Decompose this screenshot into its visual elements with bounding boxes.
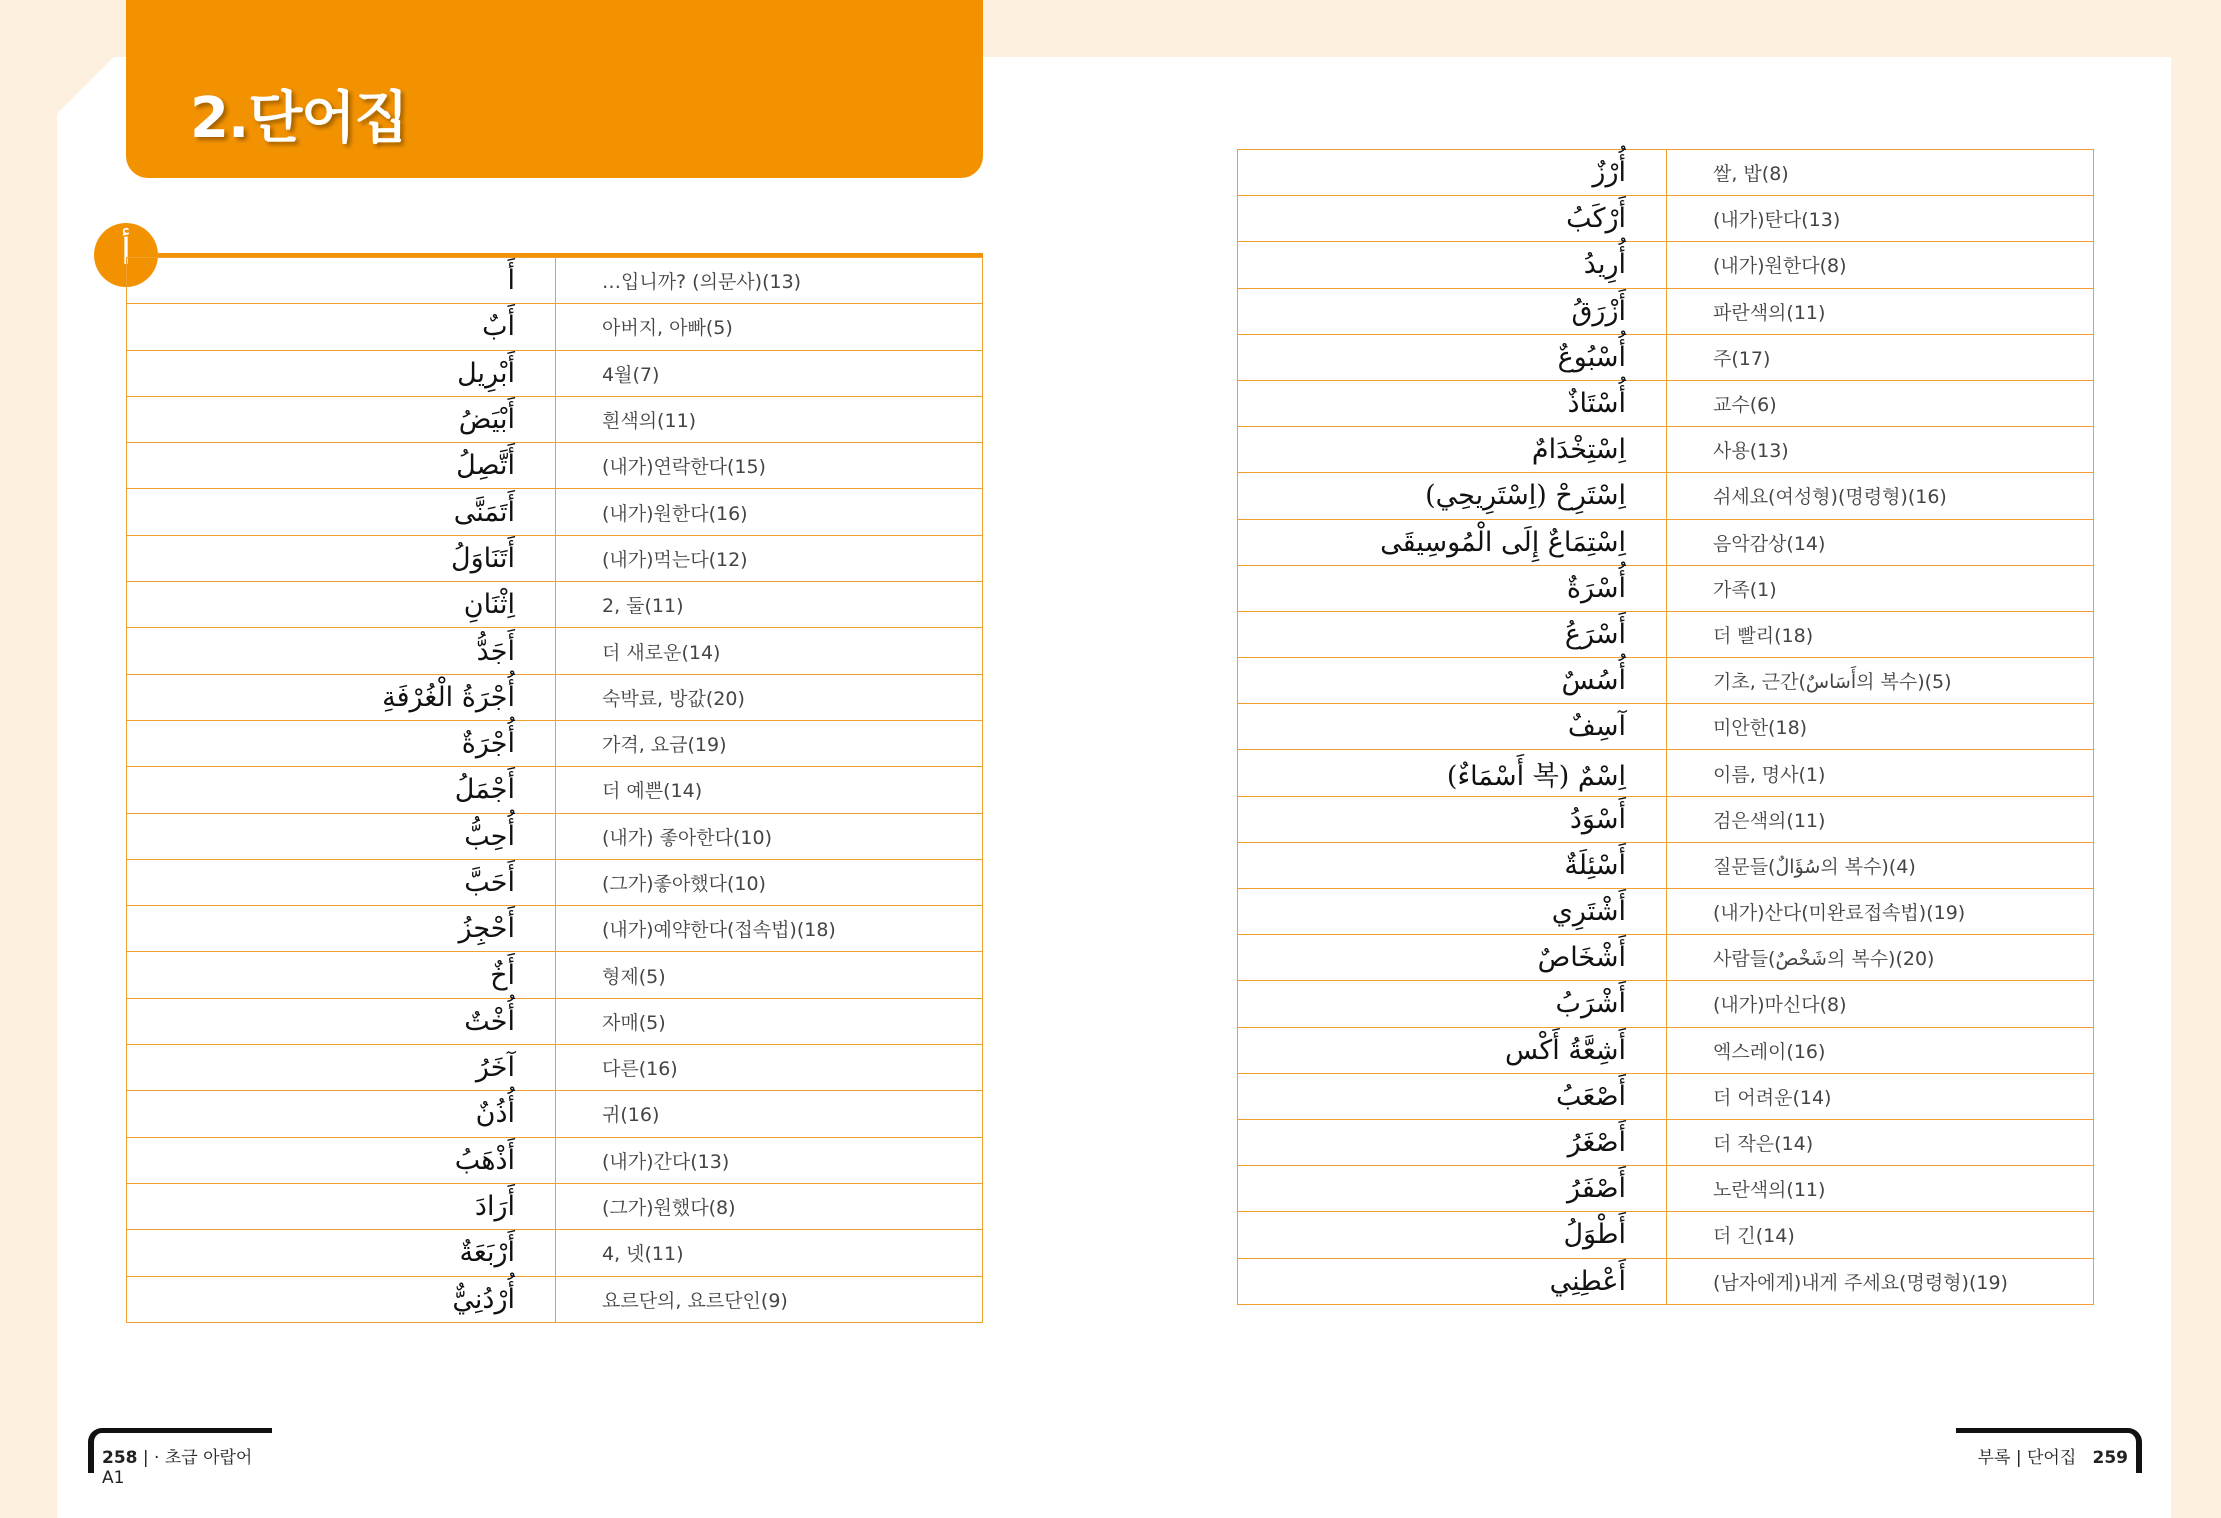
table-row — [127, 906, 983, 952]
table-row — [1238, 981, 2094, 1027]
table-row — [1238, 842, 2094, 888]
korean-meaning: 노란색의(11) — [1667, 1166, 2094, 1212]
table-row — [1238, 935, 2094, 981]
table-row — [127, 304, 983, 350]
arabic-word: أُرْزٌ — [1238, 150, 1667, 196]
korean-meaning: 형제(5) — [556, 952, 983, 998]
korean-meaning: 검은색의(11) — [1667, 796, 2094, 842]
section-label: 부록 | 단어집 — [1977, 1448, 2077, 1468]
korean-meaning: 주(17) — [1667, 334, 2094, 380]
table-row — [1238, 334, 2094, 380]
arabic-word: أَبٌ — [127, 304, 556, 350]
table-row — [1238, 611, 2094, 657]
page-title: 2.단어집 — [190, 86, 408, 151]
table-row — [1238, 519, 2094, 565]
korean-meaning: (내가)산다(미완료접속법)(19) — [1667, 889, 2094, 935]
arabic-word: أَ — [127, 258, 556, 304]
table-row — [127, 396, 983, 442]
arabic-word: أُسْرَةٌ — [1238, 565, 1667, 611]
table-row — [1238, 288, 2094, 334]
korean-meaning: (그가)좋아했다(10) — [556, 859, 983, 905]
arabic-word: أُجْرَةٌ — [127, 720, 556, 766]
korean-meaning: 자매(5) — [556, 998, 983, 1044]
table-row — [1238, 150, 2094, 196]
table-row — [1238, 473, 2094, 519]
korean-meaning: 기초, 근간(أَسَاسٌ의 복수)(5) — [1667, 658, 2094, 704]
table-row — [1238, 1166, 2094, 1212]
arabic-word: أُذُنٌ — [127, 1091, 556, 1137]
korean-meaning: (내가) 좋아한다(10) — [556, 813, 983, 859]
arabic-word: أُسْبُوعٌ — [1238, 334, 1667, 380]
korean-meaning: 미안한(18) — [1667, 704, 2094, 750]
table-row — [127, 443, 983, 489]
korean-meaning: (내가)탄다(13) — [1667, 196, 2094, 242]
arabic-word: أَجَدُّ — [127, 628, 556, 674]
table-row — [1238, 889, 2094, 935]
table-row — [127, 1276, 983, 1322]
korean-meaning: (남자에게)내게 주세요(명령형)(19) — [1667, 1258, 2094, 1304]
arabic-word: أَذْهَبُ — [127, 1137, 556, 1183]
arabic-word: أَخٌ — [127, 952, 556, 998]
table-row — [127, 582, 983, 628]
korean-meaning: 2, 둘(11) — [556, 582, 983, 628]
table-row — [1238, 196, 2094, 242]
arabic-word: أَتَنَاوَلُ — [127, 535, 556, 581]
arabic-word: أَشِعَّةُ أَكْس — [1238, 1027, 1667, 1073]
korean-meaning: 다른(16) — [556, 1045, 983, 1091]
arabic-word: أَسْوَدُ — [1238, 796, 1667, 842]
table-row — [1238, 1073, 2094, 1119]
arabic-word: أَتَمَنَّى — [127, 489, 556, 535]
korean-meaning: …입니까? (의문사)(13) — [556, 258, 983, 304]
korean-meaning: 가격, 요금(19) — [556, 720, 983, 766]
table-row — [1238, 427, 2094, 473]
arabic-word: أَتَّصِلُ — [127, 443, 556, 489]
table-row — [1238, 1212, 2094, 1258]
table-row — [1238, 658, 2094, 704]
arabic-word: أَرْكَبُ — [1238, 196, 1667, 242]
table-row — [1238, 704, 2094, 750]
arabic-word: أَصْغَرُ — [1238, 1119, 1667, 1165]
book-title: | · 초급 아랍어 A1 — [102, 1448, 253, 1488]
korean-meaning: 더 빨리(18) — [1667, 611, 2094, 657]
table-row — [127, 1091, 983, 1137]
table-row — [127, 813, 983, 859]
table-row — [127, 674, 983, 720]
korean-meaning: 파란색의(11) — [1667, 288, 2094, 334]
arabic-word: أَعْطِنِي — [1238, 1258, 1667, 1304]
korean-meaning: 더 긴(14) — [1667, 1212, 2094, 1258]
letter-badge: أ — [94, 223, 158, 287]
footer-left — [88, 1428, 272, 1488]
arabic-word: آسِفٌ — [1238, 704, 1667, 750]
table-row — [127, 767, 983, 813]
arabic-word: أُحِبُّ — [127, 813, 556, 859]
korean-meaning: (그가)원했다(8) — [556, 1183, 983, 1229]
korean-meaning: 아버지, 아빠(5) — [556, 304, 983, 350]
korean-meaning: 요르단의, 요르단인(9) — [556, 1276, 983, 1322]
arabic-word: أُسْتَاذٌ — [1238, 380, 1667, 426]
korean-meaning: 숙박료, 방값(20) — [556, 674, 983, 720]
arabic-word: أَرْبَعَةٌ — [127, 1230, 556, 1276]
table-row — [1238, 1027, 2094, 1073]
arabic-word: أُجْرَةُ الْغُرْفَةِ — [127, 674, 556, 720]
korean-meaning: 쌀, 밥(8) — [1667, 150, 2094, 196]
table-row — [127, 720, 983, 766]
table-row — [127, 1045, 983, 1091]
table-row — [127, 952, 983, 998]
korean-meaning: 더 어려운(14) — [1667, 1073, 2094, 1119]
table-row — [127, 1230, 983, 1276]
table-row — [127, 859, 983, 905]
arabic-word: أَطْوَلُ — [1238, 1212, 1667, 1258]
table-row — [127, 998, 983, 1044]
korean-meaning: 쉬세요(여성형)(명령형)(16) — [1667, 473, 2094, 519]
table-row — [1238, 1119, 2094, 1165]
korean-meaning: 사람들(شَخْصٌ의 복수)(20) — [1667, 935, 2094, 981]
table-row — [1238, 1258, 2094, 1304]
arabic-word: أُرِيدُ — [1238, 242, 1667, 288]
korean-meaning: 더 예쁜(14) — [556, 767, 983, 813]
table-row — [127, 350, 983, 396]
arabic-word: أَشْرَبُ — [1238, 981, 1667, 1027]
korean-meaning: 사용(13) — [1667, 427, 2094, 473]
arabic-word: أَحَبَّ — [127, 859, 556, 905]
table-row — [127, 535, 983, 581]
arabic-word: أُخْتٌ — [127, 998, 556, 1044]
korean-meaning: (내가)원한다(16) — [556, 489, 983, 535]
korean-meaning: (내가)원한다(8) — [1667, 242, 2094, 288]
table-row — [1238, 796, 2094, 842]
arabic-word: اِسْتِخْدَامٌ — [1238, 427, 1667, 473]
arabic-word: أَصْعَبُ — [1238, 1073, 1667, 1119]
table-row — [1238, 380, 2094, 426]
table-row — [1238, 750, 2094, 796]
korean-meaning: 귀(16) — [556, 1091, 983, 1137]
arabic-word: أَجْمَلُ — [127, 767, 556, 813]
arabic-word: أَبْيَضُ — [127, 396, 556, 442]
korean-meaning: (내가)먹는다(12) — [556, 535, 983, 581]
korean-meaning: 교수(6) — [1667, 380, 2094, 426]
arabic-word: أَرَادَ — [127, 1183, 556, 1229]
arabic-word: أَزْرَقُ — [1238, 288, 1667, 334]
table-row — [127, 1183, 983, 1229]
korean-meaning: (내가)마신다(8) — [1667, 981, 2094, 1027]
table-row — [1238, 242, 2094, 288]
table-row — [127, 489, 983, 535]
page-number: 258 — [102, 1448, 138, 1468]
korean-meaning: 4, 넷(11) — [556, 1230, 983, 1276]
arabic-word: أُرْدُنِيٌّ — [127, 1276, 556, 1322]
arabic-word: أَشْتَرِي — [1238, 889, 1667, 935]
arabic-word: اِسْمٌ (복 أَسْمَاءٌ) — [1238, 750, 1667, 796]
arabic-word: آخَرُ — [127, 1045, 556, 1091]
table-row — [127, 258, 983, 304]
table-row — [127, 1137, 983, 1183]
korean-meaning: 흰색의(11) — [556, 396, 983, 442]
korean-meaning: 가족(1) — [1667, 565, 2094, 611]
vocabulary-table-left — [126, 257, 983, 1323]
korean-meaning: (내가)간다(13) — [556, 1137, 983, 1183]
arabic-word: أَشْخَاصٌ — [1238, 935, 1667, 981]
korean-meaning: 질문들(سُؤَالٌ의 복수)(4) — [1667, 842, 2094, 888]
arabic-word: اِسْتِمَاعٌ إِلَى الْمُوسِيقَى — [1238, 519, 1667, 565]
vocabulary-table-right — [1237, 149, 2094, 1305]
korean-meaning: (내가)연락한다(15) — [556, 443, 983, 489]
korean-meaning: 엑스레이(16) — [1667, 1027, 2094, 1073]
arabic-word: اِسْتَرِحْ (اِسْتَرِيحِي) — [1238, 473, 1667, 519]
table-row — [127, 628, 983, 674]
section-header — [126, 0, 983, 178]
korean-meaning: 더 새로운(14) — [556, 628, 983, 674]
table-row — [1238, 565, 2094, 611]
arabic-word: أَصْفَرُ — [1238, 1166, 1667, 1212]
korean-meaning: 이름, 명사(1) — [1667, 750, 2094, 796]
footer-right — [1956, 1428, 2142, 1473]
arabic-word: اِثْنَانِ — [127, 582, 556, 628]
arabic-word: أَبْرِيل — [127, 350, 556, 396]
arabic-word: أَسْئِلَةٌ — [1238, 842, 1667, 888]
arabic-word: أَسْرَعُ — [1238, 611, 1667, 657]
korean-meaning: 음악감상(14) — [1667, 519, 2094, 565]
korean-meaning: 4월(7) — [556, 350, 983, 396]
korean-meaning: (내가)예약한다(접속법)(18) — [556, 906, 983, 952]
arabic-word: أَحْجِزُ — [127, 906, 556, 952]
arabic-word: أُسُسٌ — [1238, 658, 1667, 704]
page-number: 259 — [2092, 1448, 2128, 1468]
korean-meaning: 더 작은(14) — [1667, 1119, 2094, 1165]
